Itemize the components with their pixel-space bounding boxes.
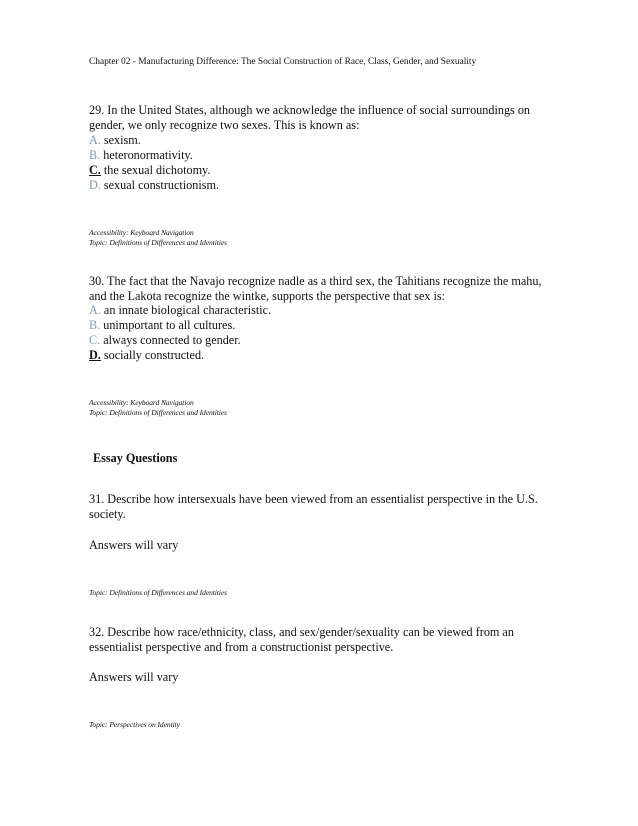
option-text: unimportant to all cultures. [103,318,236,332]
question-29-topic: Topic: Definitions of Differences and Identities [89,238,227,247]
question-29-option-c [89,163,210,178]
option-text: an innate biological characteristic. [103,303,272,317]
option-text: sexism. [103,133,141,147]
question-29-option-d [89,178,219,193]
question-29-option-b [89,148,193,163]
option-letter: C. [89,333,101,347]
option-letter: D. [89,178,101,192]
correct-option-letter: D. [89,348,101,362]
question-30-option-b [89,318,235,333]
essay-32-text: 32. Describe how race/ethnicity, class, and sex/gender/sexuality can be viewed from an essentialist perspective and from a constructionist perspective. [89,625,514,655]
option-text: the sexual dichotomy. [103,163,211,177]
option-text: heteronormativity. [103,148,193,162]
option-letter: A. [89,133,101,147]
question-30-accessibility: Accessibility: Keyboard Navigation [89,398,194,407]
option-letter: A. [89,303,101,317]
essay-31-text: 31. Describe how intersexuals have been viewed from an essentialist perspective in the U.S. society. [89,492,538,522]
question-29-text: 29. In the United States, although we acknowledge the influence of social surroundings on gender, we only recognize two sexes. This is known as: [89,103,531,133]
option-text: sexual constructionism. [103,178,219,192]
question-30-option-a [89,303,271,318]
essay-31-answer: Answers will vary [89,538,179,552]
essay-32-topic: Topic: Perspectives on Identity [89,720,180,729]
question-30-topic: Topic: Definitions of Differences and Identities [89,408,227,417]
section-heading-essay: Essay Questions [93,451,178,465]
option-letter: B. [89,318,101,332]
question-29-accessibility: Accessibility: Keyboard Navigation [89,228,194,237]
page-header: Chapter 02 - Manufacturing Difference: The Social Construction of Race, Class, Gender, and Sexuality [89,57,477,67]
essay-32-answer: Answers will vary [89,670,179,684]
question-30-text: 30. The fact that the Navajo recognize nadle as a third sex, the Tahitians recognize the mahu, and the Lakota recognize the wintke, supports the perspective that sex is: [89,274,542,304]
option-text: socially constructed. [103,348,205,362]
correct-option-letter: C. [89,163,101,177]
essay-31-topic: Topic: Definitions of Differences and Identities [89,588,227,597]
option-text: always connected to gender. [103,333,241,347]
question-29-option-a [89,133,141,148]
question-30-option-c [89,333,241,348]
question-30-option-d [89,348,204,363]
option-letter: B. [89,148,101,162]
